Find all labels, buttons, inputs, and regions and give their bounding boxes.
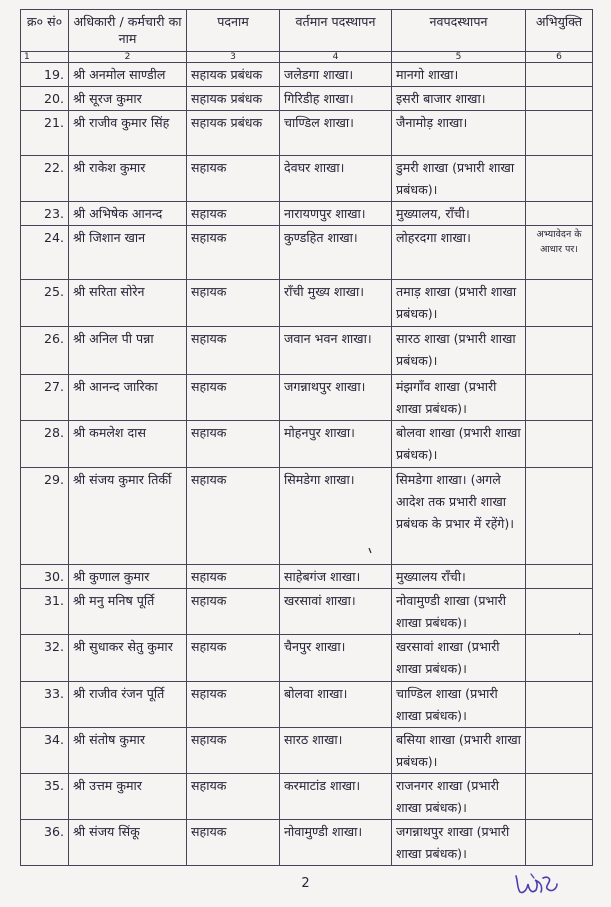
table-row <box>21 87 593 111</box>
header-name: अधिकारी / कर्मचारी का नाम <box>69 10 187 52</box>
header-current-posting: वर्तमान पदस्थापन <box>280 10 392 52</box>
serial-number-cell: 26. <box>21 327 69 375</box>
employee-name-cell: श्री उत्तम कुमार <box>69 774 187 820</box>
header-serial: क्र० सं० <box>21 10 69 52</box>
table-row <box>21 820 593 866</box>
page-number: 2 <box>301 876 310 891</box>
column-number: 1 <box>21 52 69 63</box>
employee-name-cell: श्री संतोष कुमार <box>69 728 187 774</box>
designation-cell: सहायक प्रबंधक <box>187 111 280 156</box>
remarks-cell <box>526 565 593 589</box>
transfer-table <box>20 9 593 866</box>
designation-cell: सहायक <box>187 635 280 682</box>
current-posting-cell: मोहनपुर शाखा। <box>280 421 392 468</box>
current-posting-cell: नोवामुण्डी शाखा। <box>280 820 392 866</box>
new-posting-cell: जगन्नाथपुर शाखा (प्रभारी शाखा प्रबंधक)। <box>392 820 526 866</box>
remarks-cell <box>526 375 593 421</box>
employee-name-cell: श्री मनु मनिष पूर्ति <box>69 589 187 635</box>
designation-cell: सहायक <box>187 226 280 280</box>
current-posting-cell: गिरिडीह शाखा। <box>280 87 392 111</box>
employee-name-cell: श्री अभिषेक आनन्द <box>69 202 187 226</box>
current-posting-cell: सारठ शाखा। <box>280 728 392 774</box>
new-posting-cell: बोलवा शाखा (प्रभारी शाखा प्रबंधक)। <box>392 421 526 468</box>
employee-name-cell: श्री कुणाल कुमार <box>69 565 187 589</box>
table-body <box>21 63 593 866</box>
new-posting-cell: मानगो शाखा। <box>392 63 526 87</box>
table-row <box>21 280 593 327</box>
designation-cell: सहायक <box>187 202 280 226</box>
table-row <box>21 468 593 565</box>
remarks-cell <box>526 682 593 728</box>
designation-cell: सहायक <box>187 774 280 820</box>
serial-number-cell: 30. <box>21 565 69 589</box>
new-posting-cell: सिमडेगा शाखा। (अगले आदेश तक प्रभारी शाखा प्रबंधक के प्रभार में रहेंगे)। <box>392 468 526 565</box>
employee-name-cell: श्री सूरज कुमार <box>69 87 187 111</box>
column-number: 5 <box>392 52 526 63</box>
table-row <box>21 202 593 226</box>
designation-cell: सहायक <box>187 280 280 327</box>
new-posting-cell: तमाड़ शाखा (प्रभारी शाखा प्रबंधक)। <box>392 280 526 327</box>
remarks-cell <box>526 87 593 111</box>
table-row <box>21 156 593 202</box>
employee-name-cell: श्री राजीव रंजन पूर्ति <box>69 682 187 728</box>
employee-name-cell: श्री अनिल पी पन्ना <box>69 327 187 375</box>
table-row <box>21 565 593 589</box>
designation-cell: सहायक <box>187 156 280 202</box>
employee-name-cell: श्री अनमोल साण्डील <box>69 63 187 87</box>
new-posting-cell: जैनामोड़ शाखा। <box>392 111 526 156</box>
remarks-cell <box>526 635 593 682</box>
designation-cell: सहायक <box>187 375 280 421</box>
designation-cell: सहायक <box>187 468 280 565</box>
current-posting-cell: सिमडेगा शाखा। <box>280 468 392 565</box>
column-number: 6 <box>526 52 593 63</box>
table-row <box>21 589 593 635</box>
current-posting-cell: बोलवा शाखा। <box>280 682 392 728</box>
designation-cell: सहायक <box>187 327 280 375</box>
remarks-cell <box>526 774 593 820</box>
current-posting-cell: जलेडगा शाखा। <box>280 63 392 87</box>
current-posting-cell: कुण्डहित शाखा। <box>280 226 392 280</box>
current-posting-cell: साहेबगंज शाखा। <box>280 565 392 589</box>
current-posting-cell: करमाटांड शाखा। <box>280 774 392 820</box>
new-posting-cell: खरसावां शाखा (प्रभारी शाखा प्रबंधक)। <box>392 635 526 682</box>
employee-name-cell: श्री संजय सिंकू <box>69 820 187 866</box>
pen-tick-mark <box>368 539 372 545</box>
header-remarks: अभियुक्ति <box>526 10 593 52</box>
new-posting-cell: लोहरदगा शाखा। <box>392 226 526 280</box>
table-row <box>21 682 593 728</box>
table-row <box>21 63 593 87</box>
new-posting-cell: डुमरी शाखा (प्रभारी शाखा प्रबंधक)। <box>392 156 526 202</box>
serial-number-cell: 19. <box>21 63 69 87</box>
new-posting-cell: चाण्डिल शाखा (प्रभारी शाखा प्रबंधक)। <box>392 682 526 728</box>
current-posting-cell: खरसावां शाखा। <box>280 589 392 635</box>
serial-number-cell: 35. <box>21 774 69 820</box>
column-number: 2 <box>69 52 187 63</box>
remarks-cell <box>526 421 593 468</box>
serial-number-cell: 28. <box>21 421 69 468</box>
serial-number-cell: 34. <box>21 728 69 774</box>
current-posting-cell: चाण्डिल शाखा। <box>280 111 392 156</box>
handwritten-initials-signature <box>511 872 561 898</box>
remarks-cell <box>526 468 593 565</box>
header-new-posting: नवपदस्थापन <box>392 10 526 52</box>
new-posting-cell: मुख्यालय, राँची। <box>392 202 526 226</box>
designation-cell: सहायक <box>187 565 280 589</box>
designation-cell: सहायक <box>187 421 280 468</box>
remarks-cell <box>526 156 593 202</box>
designation-cell: सहायक <box>187 820 280 866</box>
serial-number-cell: 21. <box>21 111 69 156</box>
new-posting-cell: राजनगर शाखा (प्रभारी शाखा प्रबंधक)। <box>392 774 526 820</box>
new-posting-cell: नोवामुण्डी शाखा (प्रभारी शाखा प्रबंधक)। <box>392 589 526 635</box>
remarks-cell: अभ्यावेदन के आधार पर। <box>526 226 593 280</box>
header-designation: पदनाम <box>187 10 280 52</box>
serial-number-cell: 27. <box>21 375 69 421</box>
employee-name-cell: श्री कमलेश दास <box>69 421 187 468</box>
designation-cell: सहायक <box>187 728 280 774</box>
current-posting-cell: राँची मुख्य शाखा। <box>280 280 392 327</box>
new-posting-cell: मुख्यालय राँची। <box>392 565 526 589</box>
new-posting-cell: सारठ शाखा (प्रभारी शाखा प्रबंधक)। <box>392 327 526 375</box>
remarks-cell <box>526 589 593 635</box>
designation-cell: सहायक प्रबंधक <box>187 63 280 87</box>
column-number: 4 <box>280 52 392 63</box>
serial-number-cell: 25. <box>21 280 69 327</box>
new-posting-cell: बसिया शाखा (प्रभारी शाखा प्रबंधक)। <box>392 728 526 774</box>
employee-name-cell: श्री आनन्द जारिका <box>69 375 187 421</box>
table-row <box>21 635 593 682</box>
employee-name-cell: श्री राकेश कुमार <box>69 156 187 202</box>
serial-number-cell: 32. <box>21 635 69 682</box>
column-number: 3 <box>187 52 280 63</box>
serial-number-cell: 23. <box>21 202 69 226</box>
serial-number-cell: 22. <box>21 156 69 202</box>
table-row <box>21 774 593 820</box>
remarks-cell <box>526 202 593 226</box>
table-row <box>21 111 593 156</box>
current-posting-cell: जगन्नाथपुर शाखा। <box>280 375 392 421</box>
remarks-cell <box>526 327 593 375</box>
serial-number-cell: 33. <box>21 682 69 728</box>
header-row <box>21 10 593 52</box>
serial-number-cell: 36. <box>21 820 69 866</box>
new-posting-cell: इसरी बाजार शाखा। <box>392 87 526 111</box>
table-row <box>21 327 593 375</box>
serial-number-cell: 20. <box>21 87 69 111</box>
current-posting-cell: जवान भवन शाखा। <box>280 327 392 375</box>
table-row <box>21 728 593 774</box>
employee-name-cell: श्री संजय कुमार तिर्की <box>69 468 187 565</box>
employee-name-cell: श्री सरिता सोरेन <box>69 280 187 327</box>
current-posting-cell: चैनपुर शाखा। <box>280 635 392 682</box>
remarks-cell <box>526 63 593 87</box>
pen-dot-mark: · <box>578 629 582 640</box>
employee-name-cell: श्री राजीव कुमार सिंह <box>69 111 187 156</box>
designation-cell: सहायक <box>187 682 280 728</box>
serial-number-cell: 24. <box>21 226 69 280</box>
table-row <box>21 421 593 468</box>
column-number-row <box>21 52 593 63</box>
remarks-cell <box>526 728 593 774</box>
new-posting-cell: मंझगाँव शाखा (प्रभारी शाखा प्रबंधक)। <box>392 375 526 421</box>
current-posting-cell: नारायणपुर शाखा। <box>280 202 392 226</box>
remarks-cell <box>526 820 593 866</box>
designation-cell: सहायक प्रबंधक <box>187 87 280 111</box>
current-posting-cell: देवघर शाखा। <box>280 156 392 202</box>
table-row <box>21 375 593 421</box>
table-row <box>21 226 593 280</box>
employee-name-cell: श्री जिशान खान <box>69 226 187 280</box>
employee-name-cell: श्री सुधाकर सेतु कुमार <box>69 635 187 682</box>
serial-number-cell: 31. <box>21 589 69 635</box>
remarks-cell <box>526 111 593 156</box>
designation-cell: सहायक <box>187 589 280 635</box>
remarks-cell <box>526 280 593 327</box>
serial-number-cell: 29. <box>21 468 69 565</box>
